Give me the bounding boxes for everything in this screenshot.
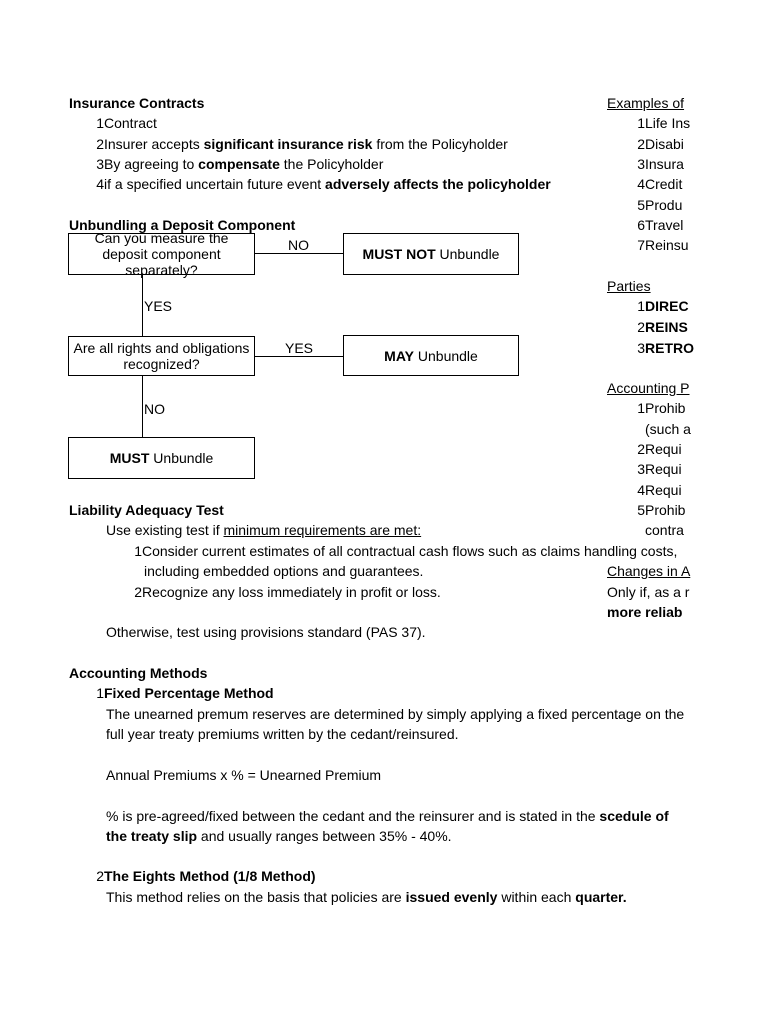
text-run: Contract — [104, 115, 157, 131]
text-run: from the Policyholder — [372, 136, 508, 152]
item-text: Requi — [645, 482, 682, 498]
item-number: 6 — [637, 217, 645, 233]
flow-question-measure-deposit-text: Can you measure the deposit component separately? — [94, 230, 229, 278]
party-item — [607, 340, 694, 356]
liability-heading: Liability Adequacy Test — [69, 502, 224, 518]
text-run: adversely affects the policyholder — [325, 176, 551, 192]
item-number: 1 — [96, 115, 104, 131]
item-number: 4 — [637, 176, 645, 192]
flow-label-no-2: NO — [144, 401, 165, 417]
item-number: 2 — [96, 136, 104, 152]
item-number: 4 — [96, 176, 104, 192]
accounting-policy-item — [607, 522, 684, 538]
text-run: within each — [497, 889, 576, 905]
item-number: 2 — [637, 319, 645, 335]
item-text: Credit — [645, 176, 683, 192]
example-item — [607, 115, 690, 131]
text-run: the Policyholder — [279, 156, 384, 172]
flow-label-yes-1: YES — [144, 298, 173, 314]
text-run: significant insurance risk — [203, 136, 373, 152]
method-1-title: 1Fixed Percentage Method — [96, 685, 274, 701]
text-run: This method relies on the basis that policies are — [106, 889, 406, 905]
item-number: 2 — [637, 441, 645, 457]
liability-otherwise: Otherwise, test using provisions standard (PAS 37). — [106, 624, 426, 640]
item-number: 5 — [637, 197, 645, 213]
item-text: contra — [645, 522, 684, 538]
text-run: the treaty slip — [106, 828, 198, 844]
item-number: 7 — [637, 237, 645, 253]
text-run: if a specified uncertain future event — [104, 176, 326, 192]
item-number: 1 — [637, 400, 645, 416]
accounting-methods-heading: Accounting Methods — [69, 665, 208, 681]
item-text: Prohib — [645, 502, 686, 518]
flow-result-must-text: MUST Unbundle — [109, 450, 214, 466]
accounting-policy-item — [607, 502, 685, 518]
liability-item-2: 2Recognize any loss immediately in profit or loss. — [134, 584, 441, 600]
item-text: Requi — [645, 461, 682, 477]
flow-label-yes-2: YES — [285, 340, 314, 356]
accounting-policy-item — [607, 441, 682, 457]
method-2-title: 2The Eights Method (1/8 Method) — [96, 868, 316, 884]
item-number: 3 — [637, 156, 645, 172]
party-item — [607, 319, 688, 335]
method-1-formula: Annual Premiums x % = Unearned Premium — [106, 767, 382, 783]
item-number: 2 — [637, 136, 645, 152]
example-item — [607, 176, 682, 192]
method-1-line-1: The unearned premum reserves are determined by simply applying a fixed percentage on the — [106, 706, 685, 722]
item-text: Life Ins — [645, 115, 691, 131]
item-text: Reinsu — [645, 237, 689, 253]
item-text: Disabi — [645, 136, 684, 152]
unbundling-heading: Unbundling a Deposit Component — [69, 217, 296, 233]
item-number: 1 — [637, 115, 645, 131]
example-item — [607, 237, 689, 253]
text-run: % is pre-agreed/fixed between the cedant and the reinsurer and is stated in the — [106, 808, 600, 824]
example-item — [607, 156, 684, 172]
text-run: and usually ranges between 35% - 40%. — [197, 828, 452, 844]
text-run: compensate — [198, 156, 280, 172]
examples-heading: Examples of — [607, 95, 685, 111]
text-run: By agreeing to — [104, 156, 199, 172]
item-text: Produ — [645, 197, 683, 213]
example-item — [607, 197, 682, 213]
accounting-policy-item — [607, 482, 682, 498]
example-item — [607, 136, 684, 152]
parties-heading: Parties — [607, 278, 651, 294]
item-number: 3 — [637, 461, 645, 477]
item-text: Prohib — [645, 400, 686, 416]
item-text: RETRO — [645, 340, 694, 356]
text-run: Insurer accepts — [104, 136, 204, 152]
liability-item-1: 1Consider current estimates of all contractual cash flows such as claims handling costs, — [134, 543, 678, 559]
item-text: Insura — [645, 156, 684, 172]
flow-question-rights-recognized-text: Are all rights and obligations recognized? — [73, 340, 250, 372]
accounting-policy-item — [607, 400, 685, 416]
item-text: Travel — [645, 217, 684, 233]
changes-line-1: Only if, as a r — [607, 584, 690, 600]
accounting-policies-heading: Accounting P — [607, 380, 690, 396]
liability-item-1-continued: including embedded options and guarantees. — [144, 563, 424, 579]
text-run: issued evenly — [405, 889, 498, 905]
item-number: 3 — [637, 340, 645, 356]
item-text: Requi — [645, 441, 682, 457]
text-run: scedule of — [599, 808, 669, 824]
item-number: 3 — [96, 156, 104, 172]
changes-heading: Changes in A — [607, 563, 691, 579]
method-1-line-2: full year treaty premiums written by the cedant/reinsured. — [106, 726, 459, 742]
text-run: quarter. — [575, 889, 627, 905]
item-number: 4 — [637, 482, 645, 498]
changes-line-2: more reliab — [607, 604, 683, 620]
item-text: REINS — [645, 319, 688, 335]
insurance-contracts-heading: Insurance Contracts — [69, 95, 205, 111]
liability-intro: Use existing test if minimum requirements are met: — [106, 522, 422, 538]
item-text: DIREC — [645, 298, 689, 314]
item-number: 1 — [637, 298, 645, 314]
flow-label-no-1: NO — [288, 237, 309, 253]
flow-result-may-text: MAY Unbundle — [384, 347, 478, 364]
party-item — [607, 298, 689, 314]
item-number: 5 — [637, 502, 645, 518]
flow-result-must-not-text: MUST NOT Unbundle — [362, 246, 500, 262]
accounting-policy-item — [607, 461, 682, 477]
accounting-policy-item — [607, 421, 691, 437]
item-text: (such a — [645, 421, 691, 437]
example-item — [607, 217, 683, 233]
